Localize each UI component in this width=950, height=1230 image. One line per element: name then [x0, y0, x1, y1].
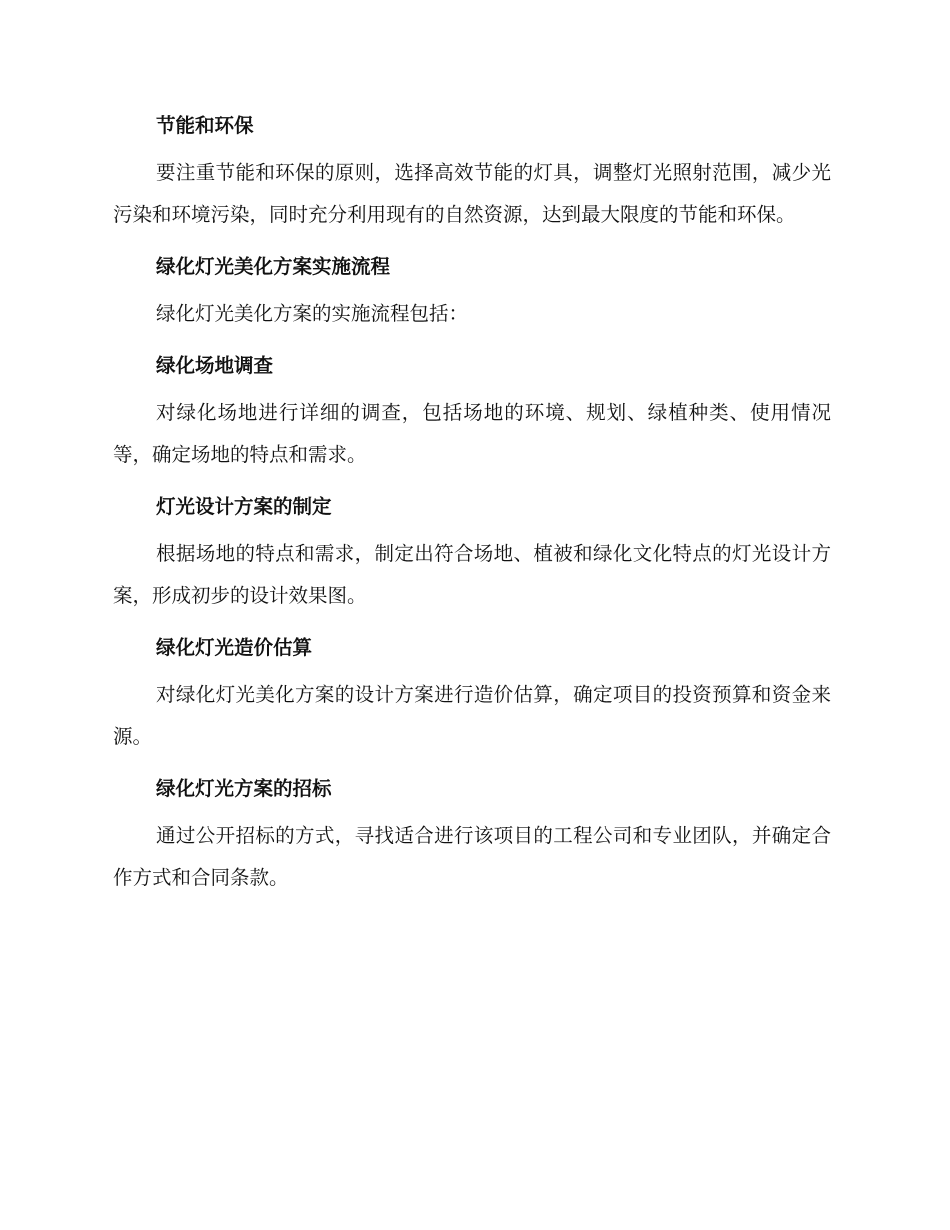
section-heading-lighting-design: 灯光设计方案的制定 — [156, 495, 332, 518]
section-body-energy-saving: 要注重节能和环保的原则，选择高效节能的灯具，调整灯光照射范围，减少光污染和环境污染，同时充分利用现有的自然资源，达到最大限度的节能和环保。 — [113, 161, 831, 226]
section-body-site-survey: 对绿化场地进行详细的调查，包括场地的环境、规划、绿植种类、使用情况等，确定场地的特点和需求。 — [113, 401, 831, 466]
document-content — [113, 100, 831, 904]
section-heading-energy-saving: 节能和环保 — [156, 114, 254, 137]
section-body-bidding: 通过公开招标的方式，寻找适合进行该项目的工程公司和专业团队，并确定合作方式和合同条款。 — [113, 824, 831, 889]
section-heading-implementation-process: 绿化灯光美化方案实施流程 — [156, 255, 391, 278]
section-heading-site-survey: 绿化场地调查 — [156, 354, 274, 377]
section-body-implementation-process: 绿化灯光美化方案的实施流程包括： — [156, 302, 469, 325]
section-body-lighting-design: 根据场地的特点和需求，制定出符合场地、植被和绿化文化特点的灯光设计方案，形成初步的设计效果图。 — [113, 542, 831, 607]
section-heading-cost-estimate: 绿化灯光造价估算 — [156, 636, 313, 659]
section-body-cost-estimate: 对绿化灯光美化方案的设计方案进行造价估算，确定项目的投资预算和资金来源。 — [113, 683, 831, 748]
section-heading-bidding: 绿化灯光方案的招标 — [156, 777, 332, 800]
